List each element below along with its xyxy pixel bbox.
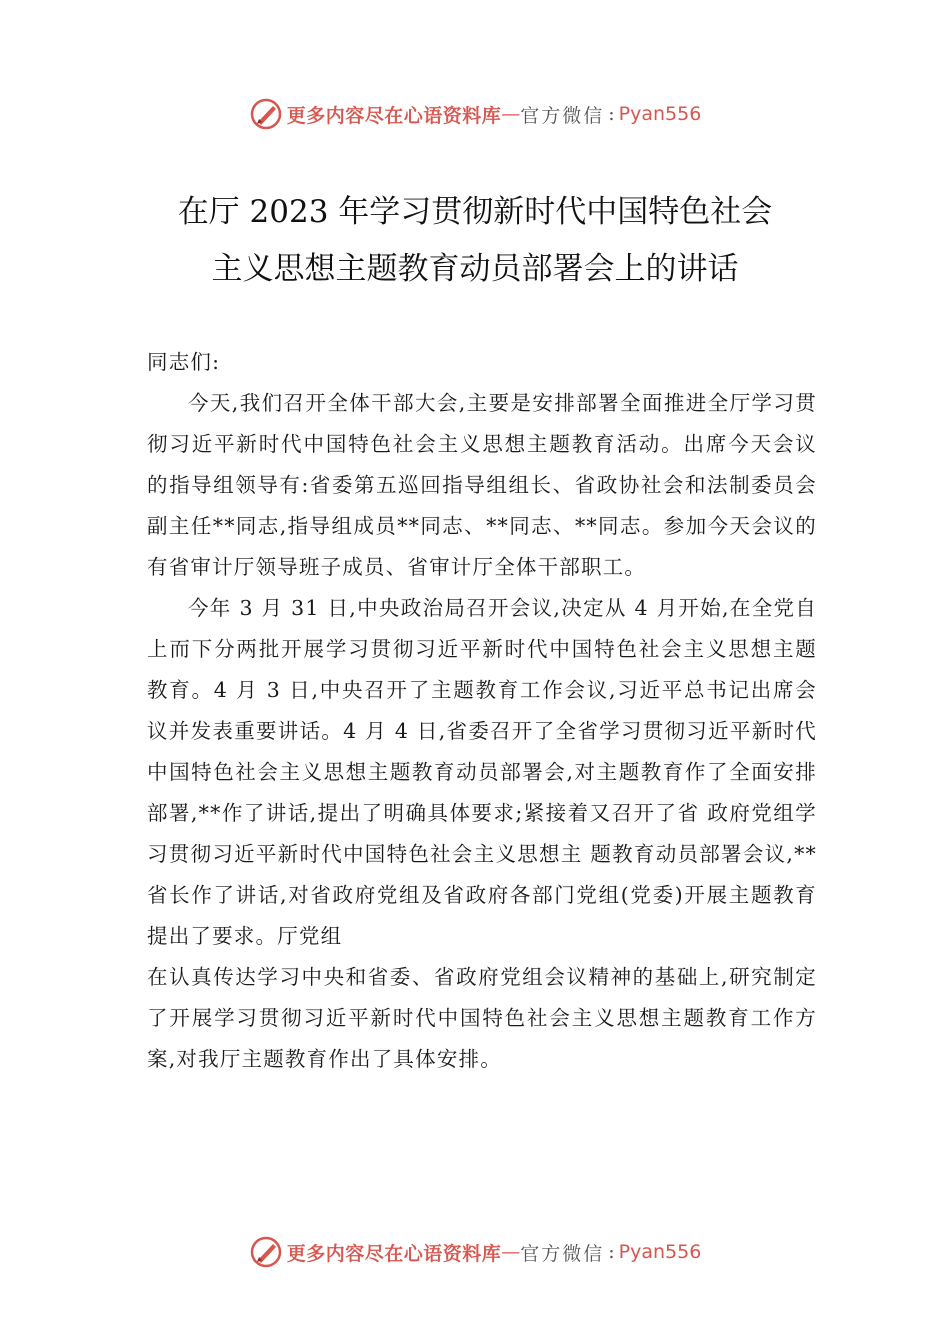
banner-label: 官方微信 [520,104,605,127]
salutation: 同志们: [147,350,221,374]
pen-logo-icon [249,1235,283,1269]
banner-wechat-id: Pyan556 [618,103,702,125]
banner-brand-text: 更多内容尽在心语资料库 [286,1242,502,1265]
pen-logo-icon [249,97,283,131]
document-title [140,184,810,298]
banner-colon: : [608,103,615,125]
paragraph: 在认真传达学习中央和省委、省政府党组会议精神的基础上,研究制定了开展学习贯彻习近平新时代中国特色社会主义思想主题教育工作方案,对我厅主题教育作出了具体安排。 [147,965,817,1071]
banner-separator: — [501,1241,521,1263]
header-banner [0,94,950,134]
footer-banner [0,1232,950,1272]
title-line-2: 主义思想主题教育动员部署会上的讲话 [211,251,739,287]
banner-separator: — [501,103,521,125]
paragraph: 今天,我们召开全体干部大会,主要是安排部署全面推进全厅学习贯彻习近平新时代中国特色社会主义思想主题教育活动。出席今天会议的指导组领导有:省委第五巡回指导组组长、省政协社会和法制委员会副主任**同志,指导组成员**同志、**同志、**同志。参加今天会议的有省审计厅领导班子成员、省审计厅全体干部职工。 [147,391,817,579]
paragraph: 今年 3 月 31 日,中央政治局召开会议,决定从 4 月开始,在全党自上而下分两批开展学习贯彻习近平新时代中国特色社会主义思想主题教育。4 月 3 日,中央召开了主题教育工作会议,习近平总书记出席会议并发表重要讲话。4 月 4 日,省委召开了全省学习贯彻习近平新时代中国特色社会主义思想主题教育动员部署会,对主题教育作了全面安排部署,**作了讲话,提出了明确具体要求;紧接着又召开了省 政府党组学习贯彻习近平新时代中国特色社会主义思想主 题教育动员部署会议,**省长作了讲话,对省政府党组及省政府各部门党组(党委)开展主题教育提出了要求。厅党组 [147,596,817,948]
title-line-1: 在厅 2023 年学习贯彻新时代中国特色社会 [177,194,773,230]
banner-wechat-id: Pyan556 [618,1241,702,1263]
banner-label: 官方微信 [520,1242,605,1265]
banner-colon: : [608,1241,615,1263]
banner-brand-text: 更多内容尽在心语资料库 [286,104,502,127]
document-body [147,342,817,1080]
